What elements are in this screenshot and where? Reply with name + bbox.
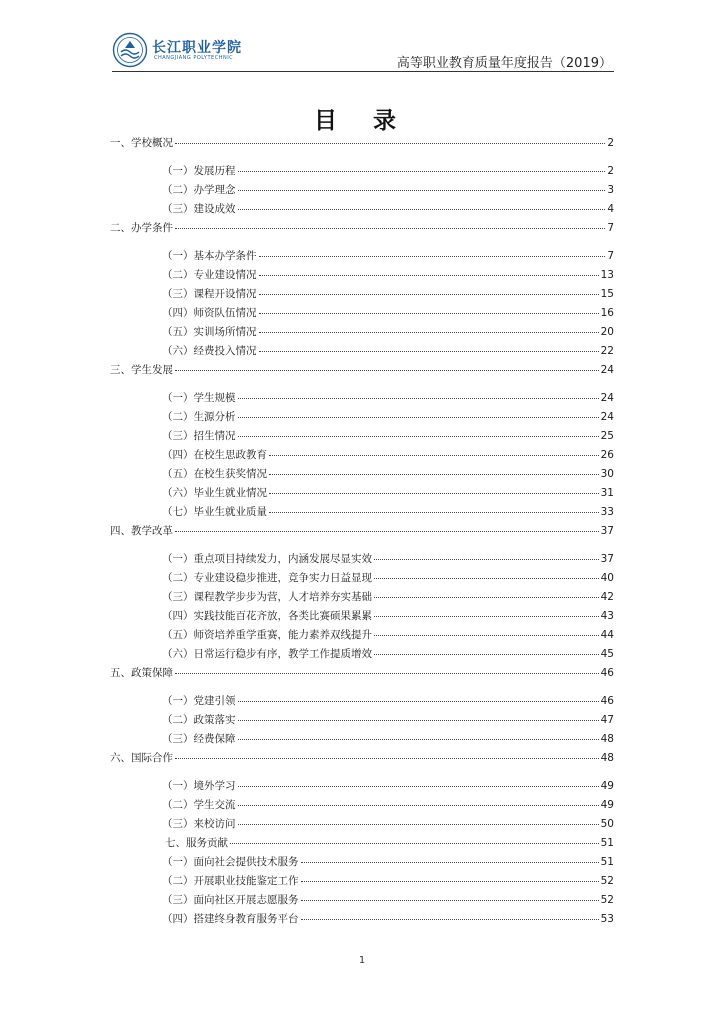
toc-subsection-entry[interactable] [162,713,614,727]
toc-subsection-entry[interactable] [162,855,614,869]
toc-dot-leader [374,616,599,617]
toc-entry-page: 24 [600,392,614,404]
toc-entry-label: 三、学生发展 [110,364,173,376]
toc-entry-page: 53 [600,913,614,925]
toc-entry-label: （三）经费保障 [162,733,236,745]
toc-subsection-entry[interactable] [162,325,614,339]
toc-subsection-entry[interactable] [162,410,614,424]
toc-dot-leader [238,739,599,740]
toc-section-entry[interactable] [110,136,614,150]
toc-entry-label: （五）实训场所情况 [162,326,257,338]
toc-dot-leader [238,417,599,418]
toc-entry-label: （二）生源分析 [162,411,236,423]
toc-subsection-entry[interactable] [162,164,614,178]
toc-entry-page: 46 [600,695,614,707]
toc-dot-leader [175,531,599,532]
toc-dot-leader [269,512,599,513]
toc-dot-leader [175,143,605,144]
toc-section-entry[interactable] [110,363,614,377]
toc-dot-leader [301,919,599,920]
toc-subsection-entry[interactable] [162,202,614,216]
toc-subsection-entry[interactable] [162,505,614,519]
page-number: 1 [358,955,366,966]
toc-dot-leader [238,171,606,172]
toc-subsection-entry[interactable] [162,609,614,623]
toc-entry-page: 7 [607,222,614,234]
toc-heading: 目 录 [313,108,410,134]
toc-dot-leader [175,228,605,229]
toc-dot-leader [238,209,606,210]
toc-dot-leader [259,332,599,333]
toc-entry-label: （一）学生规模 [162,392,236,404]
toc-subsection-entry[interactable] [162,779,614,793]
toc-subsection-entry[interactable] [162,590,614,604]
toc-entry-page: 44 [600,629,614,641]
toc-subsection-entry[interactable] [162,628,614,642]
toc-subsection-entry[interactable] [162,249,614,263]
toc-dot-leader [175,673,599,674]
toc-entry-label: （二）专业建设情况 [162,269,257,281]
toc-entry-page: 24 [600,411,614,423]
toc-entry-page: 24 [600,364,614,376]
toc-entry-label: （一）面向社会提供技术服务 [162,856,299,868]
toc-entry-label: （四）搭建终身教育服务平台 [162,913,299,925]
toc-dot-leader [374,559,599,560]
toc-subsection-entry[interactable] [162,893,614,907]
toc-entry-page: 49 [600,799,614,811]
toc-entry-label: （二）办学理念 [162,184,236,196]
toc-entry-page: 51 [600,837,614,849]
header-divider [112,71,614,72]
toc-dot-leader [238,398,599,399]
toc-entry-label: 一、学校概况 [110,137,173,149]
toc-entry-page: 37 [600,553,614,565]
toc-entry-label: （一）党建引领 [162,695,236,707]
toc-entry-page: 15 [600,288,614,300]
toc-subsection-entry[interactable] [162,647,614,661]
toc-subsection-entry[interactable] [162,448,614,462]
toc-entry-page: 4 [607,203,614,215]
toc-entry-label: （一）基本办学条件 [162,250,257,262]
toc-section-entry[interactable] [110,524,614,538]
toc-subsection-entry[interactable] [162,429,614,443]
toc-dot-leader [238,701,599,702]
toc-dot-leader [238,786,599,787]
toc-entry-page: 46 [600,667,614,679]
toc-entry-label: （六）日常运行稳步有序，教学工作提质增效 [162,648,372,660]
toc-entry-label: 五、政策保障 [110,667,173,679]
toc-entry-page: 26 [600,449,614,461]
toc-entry-page: 40 [600,572,614,584]
page-header [112,28,614,72]
toc-dot-leader [269,493,599,494]
toc-entry-page: 3 [607,184,614,196]
toc-entry-page: 13 [600,269,614,281]
toc-dot-leader [259,351,599,352]
toc-entry-label: （一）重点项目持续发力，内涵发展尽显实效 [162,553,372,565]
toc-subsection-entry[interactable] [162,817,614,831]
toc-entry-page: 31 [600,487,614,499]
toc-entry-label: （二）开展职业技能鉴定工作 [162,875,299,887]
toc-entry-page: 37 [600,525,614,537]
toc-entry-label: （四）实践技能百花齐放，各类比赛硕果累累 [162,610,372,622]
toc-dot-leader [175,758,599,759]
toc-dot-leader [259,256,606,257]
school-logo [112,32,262,68]
toc-dot-leader [259,313,599,314]
toc-subsection-entry[interactable] [162,874,614,888]
toc-subsection-entry[interactable] [162,344,614,358]
toc-entry-label: （三）来校访问 [162,818,236,830]
toc-section-entry[interactable] [110,666,614,680]
toc-entry-page: 48 [600,733,614,745]
toc-entry-label: （二）专业建设稳步推进，竞争实力日益显现 [162,572,372,584]
toc-entry-label: （三）课程教学步步为营，人才培养夯实基础 [162,591,372,603]
toc-dot-leader [238,190,606,191]
toc-dot-leader [230,843,599,844]
toc-entry-label: （四）师资队伍情况 [162,307,257,319]
toc-dot-leader [238,824,599,825]
toc-subsection-entry[interactable] [162,391,614,405]
school-emblem-icon [112,32,148,68]
toc-entry-page: 2 [607,165,614,177]
toc-entry-label: （三）建设成效 [162,203,236,215]
toc-section-entry[interactable] [110,221,614,235]
toc-dot-leader [259,294,599,295]
toc-subsection-entry[interactable] [162,571,614,585]
toc-entry-page: 7 [607,250,614,262]
toc-subsection-entry[interactable] [162,486,614,500]
toc-dot-leader [374,654,599,655]
toc-entry-label: 二、办学条件 [110,222,173,234]
toc-entry-page: 45 [600,648,614,660]
toc-dot-leader [238,805,599,806]
toc-entry-label: （三）课程开设情况 [162,288,257,300]
toc-entry-label: （六）毕业生就业情况 [162,487,267,499]
toc-entry-label: （二）学生交流 [162,799,236,811]
toc-entry-label: （七）毕业生就业质量 [162,506,267,518]
toc-subsection-entry[interactable] [162,306,614,320]
toc-subsection-entry[interactable] [162,732,614,746]
toc-dot-leader [175,370,599,371]
toc-entry-page: 2 [607,137,614,149]
toc-entry-page: 25 [600,430,614,442]
toc-entry-page: 33 [600,506,614,518]
toc-entry-label: （五）在校生获奖情况 [162,468,267,480]
toc-subsection-entry[interactable] [162,268,614,282]
toc-dot-leader [374,597,599,598]
toc-dot-leader [238,436,599,437]
toc-entry-page: 49 [600,780,614,792]
toc-dot-leader [374,578,599,579]
toc-subsection-entry[interactable] [162,798,614,812]
toc-dot-leader [301,881,599,882]
toc-subsection-entry[interactable] [162,694,614,708]
toc-entry-label: （二）政策落实 [162,714,236,726]
toc-entry-label: （五）师资培养重学重赛，能力素养双线提升 [162,629,372,641]
toc-subsection-entry[interactable] [162,287,614,301]
toc-subsection-entry[interactable] [162,552,614,566]
toc-subsection-entry[interactable] [162,183,614,197]
toc-dot-leader [238,720,599,721]
toc-entry-label: 六、国际合作 [110,752,173,764]
toc-entry-page: 16 [600,307,614,319]
toc-entry-page: 20 [600,326,614,338]
toc-entry-label: （一）发展历程 [162,165,236,177]
toc-dot-leader [301,900,599,901]
toc-entry-page: 52 [600,894,614,906]
school-name: 长江职业学院 [152,40,242,56]
toc-entry-page: 48 [600,752,614,764]
toc-dot-leader [269,455,599,456]
toc-dot-leader [301,862,599,863]
toc-dot-leader [259,275,599,276]
toc-entry-label: 七、服务贡献 [165,837,228,849]
toc-entry-page: 30 [600,468,614,480]
toc-entry-page: 42 [600,591,614,603]
toc-section-entry[interactable] [110,751,614,765]
toc-entry-page: 47 [600,714,614,726]
school-name-en: CHANGJIANG POLYTECHNIC [154,55,234,61]
toc-subsection-entry[interactable] [162,467,614,481]
report-title: 高等职业教育质量年度报告（2019） [396,56,612,71]
toc-entry-label: （三）面向社区开展志愿服务 [162,894,299,906]
toc-section-entry[interactable] [165,836,614,850]
toc-entry-page: 52 [600,875,614,887]
toc-entry-page: 51 [600,856,614,868]
toc-entry-label: 四、教学改革 [110,525,173,537]
toc-entry-page: 50 [600,818,614,830]
toc-entry-label: （一）境外学习 [162,780,236,792]
toc-entry-label: （四）在校生思政教育 [162,449,267,461]
toc-entry-page: 22 [600,345,614,357]
toc-entry-page: 43 [600,610,614,622]
toc-entry-label: （三）招生情况 [162,430,236,442]
toc-dot-leader [374,635,599,636]
toc-entry-label: （六）经费投入情况 [162,345,257,357]
toc-subsection-entry[interactable] [162,912,614,926]
toc-dot-leader [269,474,599,475]
